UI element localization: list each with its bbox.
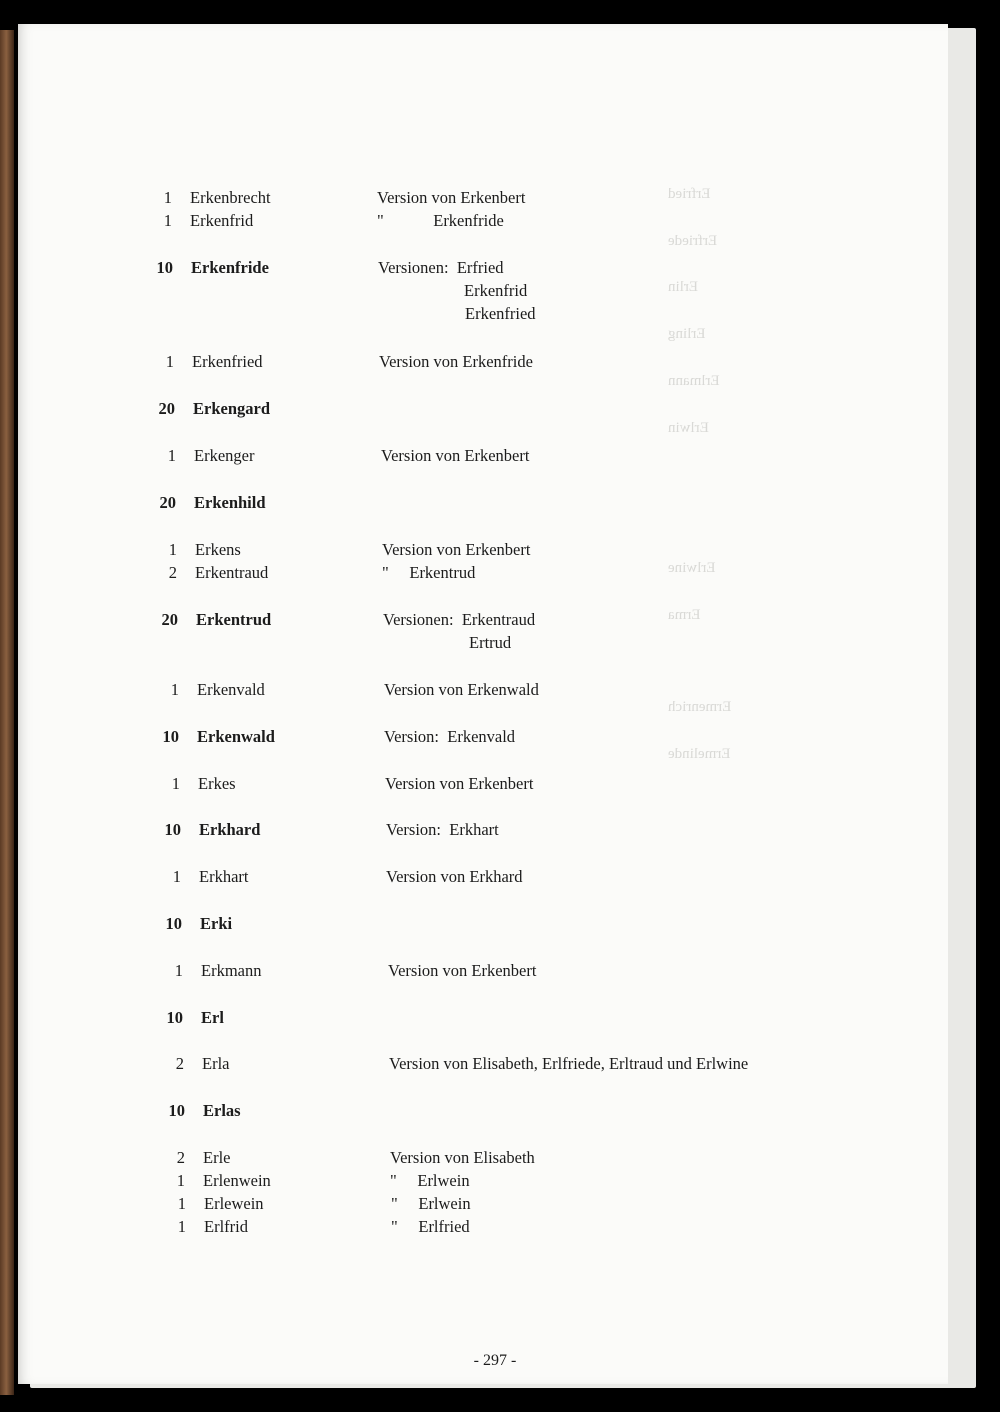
entry-version-note: " Erlwein: [391, 1194, 471, 1213]
entry-count: 10: [156, 258, 173, 277]
show-through-text: Ermenrich: [668, 699, 732, 715]
entry-name: Erkenvald: [197, 680, 265, 699]
entry-name: Erkens: [195, 540, 241, 559]
entry-count: 2: [168, 563, 177, 582]
entry-count: 1: [177, 1194, 186, 1213]
show-through-text: Erlin: [668, 279, 698, 295]
show-through-text: Erlmann: [668, 373, 720, 389]
entry-count: 20: [159, 493, 176, 512]
entry-name: Erkmann: [201, 961, 262, 980]
list-item: [18, 912, 948, 936]
entry-version-note: Version: Erkenvald: [384, 727, 516, 746]
entry-name: Erkenbrecht: [190, 188, 271, 207]
list-item: [18, 1052, 948, 1076]
entry-version-note: " Erkentrud: [382, 563, 476, 582]
list-item: [18, 865, 948, 889]
entry-version-note: Versionen: Erkentraud: [383, 610, 536, 629]
list-item: [18, 279, 948, 303]
list-item: [18, 678, 948, 702]
list-item: [18, 209, 948, 233]
list-item: [18, 491, 948, 515]
entry-version-note: Version von Elisabeth: [390, 1148, 535, 1167]
entry-count: 1: [171, 774, 180, 793]
book-cover-edge: [0, 30, 14, 1395]
list-item: [18, 725, 948, 749]
entry-count: 20: [158, 399, 175, 418]
show-through-text: Erfriede: [668, 233, 718, 249]
entry-count: 10: [168, 1101, 185, 1120]
entry-count: 1: [163, 211, 172, 230]
show-through-text: Erlwin: [668, 420, 709, 436]
list-item: [18, 1215, 948, 1239]
entry-count: 1: [176, 1171, 185, 1190]
list-item: [18, 959, 948, 983]
entry-count: 10: [164, 820, 181, 839]
entry-name: Erki: [200, 914, 233, 933]
entry-name: Erkhart: [199, 867, 249, 886]
entry-count: 2: [176, 1148, 185, 1167]
entry-name: Erla: [202, 1054, 230, 1073]
entry-version-note: Version von Elisabeth, Erlfriede, Erltraud und Erlwine: [389, 1054, 749, 1073]
entry-version-note: Ertrud: [469, 633, 512, 652]
entry-name: Erkentraud: [195, 563, 269, 582]
entry-name: Erkes: [198, 774, 236, 793]
list-item: [18, 444, 948, 468]
entry-name: Erlas: [203, 1101, 241, 1120]
list-item: [18, 818, 948, 842]
entry-name: Erkengard: [193, 399, 271, 418]
entry-name: Erkhard: [199, 820, 261, 839]
entry-version-note: Version von Erkenwald: [384, 680, 539, 699]
entry-count: 1: [172, 867, 181, 886]
entry-name: Erl: [201, 1008, 224, 1027]
show-through-text: Erfried: [668, 186, 711, 202]
list-item: [18, 608, 948, 632]
list-item: [18, 186, 948, 210]
entry-version-note: Version von Erkenbert: [377, 188, 526, 207]
book-page: [18, 24, 948, 1384]
entry-version-note: Versionen: Erfried: [378, 258, 504, 277]
entry-name: Erkenhild: [194, 493, 266, 512]
entry-name: Erkenger: [194, 446, 255, 465]
list-item: [18, 1192, 948, 1216]
list-item: [18, 538, 948, 562]
entry-count: 1: [174, 961, 183, 980]
entry-count: 20: [161, 610, 178, 629]
entry-count: 1: [177, 1217, 186, 1236]
entry-version-note: Erkenfrid: [464, 281, 528, 300]
page-number: - 297 -: [473, 1352, 517, 1369]
list-item: [18, 1006, 948, 1030]
name-entries-list: [18, 24, 948, 1384]
entry-name: Erle: [203, 1148, 231, 1167]
entry-name: Erkentrud: [196, 610, 272, 629]
entry-name: Erkenwald: [197, 727, 275, 746]
entry-count: 1: [170, 680, 179, 699]
entry-count: 1: [167, 446, 176, 465]
entry-version-note: Version von Erkenbert: [382, 540, 531, 559]
entry-version-note: Version von Erkenbert: [381, 446, 530, 465]
entry-version-note: " Erlwein: [390, 1171, 470, 1190]
list-item: [18, 1146, 948, 1170]
show-through-text: Erling: [668, 326, 706, 342]
list-item: [18, 397, 948, 421]
list-item: [18, 256, 948, 280]
list-item: [18, 561, 948, 585]
entry-name: Erkenfrid: [190, 211, 254, 230]
entry-count: 1: [163, 188, 172, 207]
entry-name: Erlewein: [204, 1194, 264, 1213]
entry-count: 10: [166, 1008, 183, 1027]
entry-count: 2: [175, 1054, 184, 1073]
list-item: [18, 302, 948, 326]
entry-count: 1: [168, 540, 177, 559]
show-through-text: Erlwine: [668, 560, 716, 576]
list-item: [18, 772, 948, 796]
entry-count: 10: [162, 727, 179, 746]
entry-count: 10: [165, 914, 182, 933]
entry-name: Erlenwein: [203, 1171, 271, 1190]
entry-version-note: Version: Erkhart: [386, 820, 499, 839]
list-item: [18, 350, 948, 374]
list-item: [18, 631, 948, 655]
entry-version-note: Erkenfried: [465, 304, 536, 323]
list-item: [18, 1169, 948, 1193]
entry-version-note: Version von Erkenfride: [379, 352, 533, 371]
show-through-text: Ermelinde: [668, 746, 731, 762]
entry-version-note: " Erlfried: [391, 1217, 470, 1236]
list-item: [18, 1099, 948, 1123]
entry-count: 1: [165, 352, 174, 371]
entry-version-note: " Erkenfride: [377, 211, 504, 230]
entry-version-note: Version von Erkhard: [386, 867, 523, 886]
entry-version-note: Version von Erkenbert: [385, 774, 534, 793]
entry-name: Erkenfride: [191, 258, 269, 277]
entry-version-note: Version von Erkenbert: [388, 961, 537, 980]
show-through-text: Erma: [668, 607, 701, 623]
entry-name: Erkenfried: [192, 352, 263, 371]
entry-name: Erlfrid: [204, 1217, 248, 1236]
